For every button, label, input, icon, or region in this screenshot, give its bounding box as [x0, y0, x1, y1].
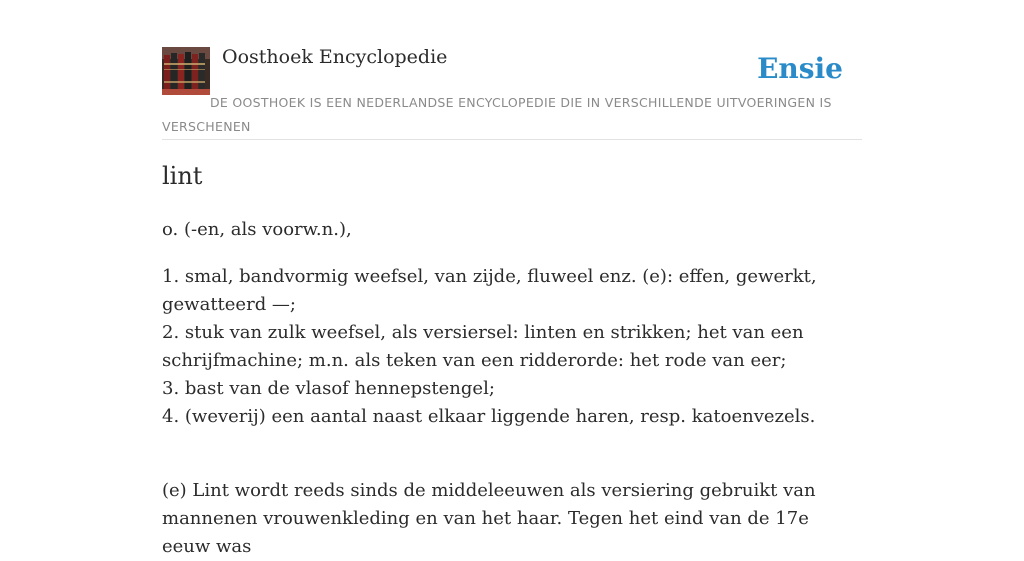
definition-item: 2. stuk van zulk weefsel, als versiersel: linten en strikken; het van een schrijfmachine; m.n. als teken van een ridderorde: het rode van eer; [162, 322, 804, 371]
grammar-info: o. (-en, als voorw.n.), [162, 219, 352, 240]
site-tagline: DE OOSTHOEK IS EEN NEDERLANDSE ENCYCLOPEDIE DIE IN VERSCHILLENDE UITVOERINGEN IS VERSCHENEN [162, 95, 832, 134]
encyclopedia-books-icon [162, 47, 210, 95]
definition-item: 1. smal, bandvormig weefsel, van zijde, fluweel enz. (e): effen, gewerkt, gewatteerd —; [162, 266, 817, 315]
header-divider [162, 139, 862, 140]
definition-item: 4. (weverij) een aantal naast elkaar liggende haren, resp. katoenvezels. [162, 406, 816, 427]
page [162, 0, 862, 557]
definition-list [162, 263, 862, 431]
avatar[interactable] [162, 47, 210, 95]
brand-logo-link[interactable]: Ensie [757, 52, 843, 85]
article-body-paragraph: (e) Lint wordt reeds sinds de middeleeuwen als versiering gebruikt van mannenen vrouwenkleding en van het haar. Tegen het eind van de 17e eeuw was [162, 480, 816, 557]
page-title: lint [162, 162, 203, 190]
site-name[interactable]: Oosthoek Encyclopedie [222, 46, 448, 68]
definition-item: 3. bast van de vlasof hennepstengel; [162, 378, 495, 399]
site-header [162, 0, 862, 140]
